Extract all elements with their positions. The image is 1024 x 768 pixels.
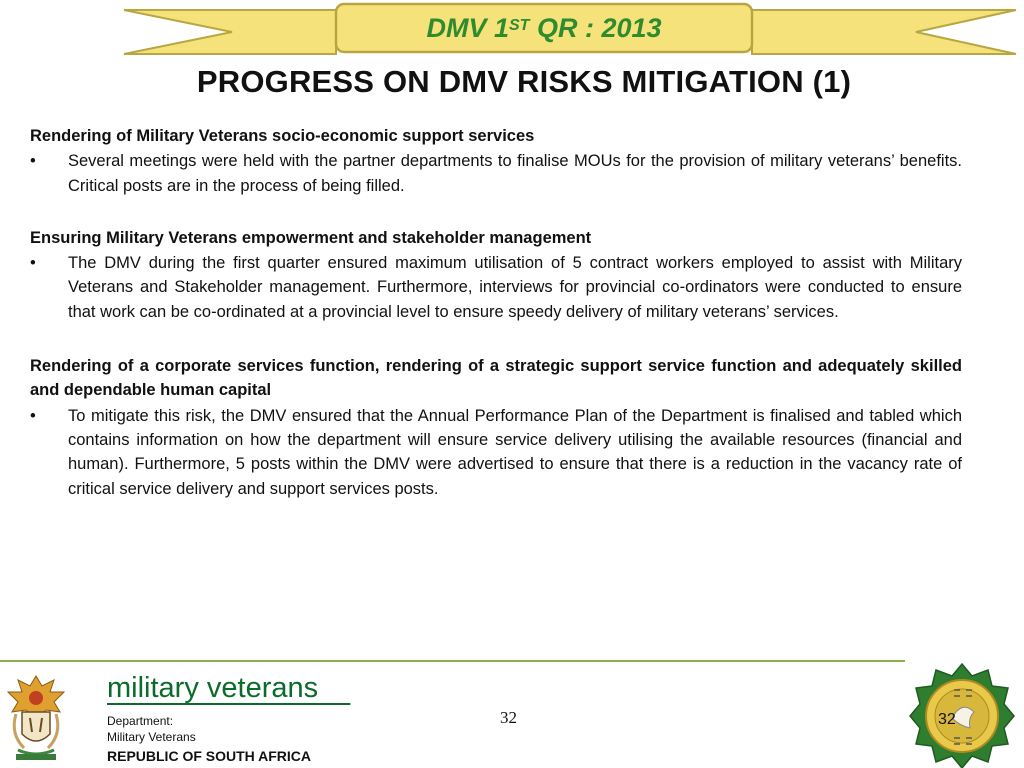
department-name: Military Veterans	[107, 730, 196, 744]
banner-title-main: DMV 1	[426, 13, 509, 43]
bullet-text: To mitigate this risk, the DMV ensured that the Annual Performance Plan of the Department is finalised and tabled which contains information on how the department will ensure service delivery utilising the available resources (financial and human). Furthermore, 5 posts within the DMV were advertised to ensure that there is a reduction in the vacancy rate of critical service delivery and support services posts.	[68, 406, 962, 498]
bullet-item	[30, 251, 962, 324]
ribbon-right-tail	[752, 10, 1016, 54]
section-heading: Rendering of a corporate services function, rendering of a strategic support service function and adequately skilled and dependable human capital	[30, 357, 962, 400]
banner-title	[336, 5, 752, 51]
footer-divider	[0, 660, 905, 662]
section-heading: Ensuring Military Veterans empowerment and stakeholder management	[30, 228, 592, 247]
country-name: REPUBLIC OF SOUTH AFRICA	[107, 748, 312, 764]
slide-title: PROGRESS ON DMV RISKS MITIGATION (1)	[196, 64, 852, 99]
badge-page-number: 32	[938, 711, 956, 728]
bullet-icon: •	[30, 152, 36, 171]
coat-of-arms-icon	[2, 668, 70, 764]
ribbon-left-tail	[124, 10, 336, 54]
content-body	[30, 124, 962, 501]
brand-title: military veterans	[107, 672, 351, 704]
banner-title-rest: QR : 2013	[529, 13, 662, 43]
section-heading: Rendering of Military Veterans socio-economic support services	[30, 127, 535, 145]
department-label: Department:	[107, 714, 174, 728]
bullet-item	[30, 149, 962, 198]
military-badge-icon	[908, 662, 1016, 768]
bullet-icon: •	[30, 254, 36, 273]
bullet-item	[30, 404, 962, 501]
bullet-icon: •	[30, 406, 36, 425]
page-number: 32	[500, 708, 517, 727]
banner-title-superscript: ST	[509, 17, 530, 34]
bullet-text: Several meetings were held with the partner departments to finalise MOUs for the provision of military veterans’ benefits. Critical posts are in the process of being filled.	[68, 152, 962, 195]
bullet-text: The DMV during the first quarter ensured maximum utilisation of 5 contract workers employed to assist with Military Veterans and Stakeholder management. Furthermore, interviews for provincial co-ordinators were conducted to ensure that work can be co-ordinated at a provincial level to ensure speedy delivery of military veterans’ services.	[68, 254, 962, 321]
